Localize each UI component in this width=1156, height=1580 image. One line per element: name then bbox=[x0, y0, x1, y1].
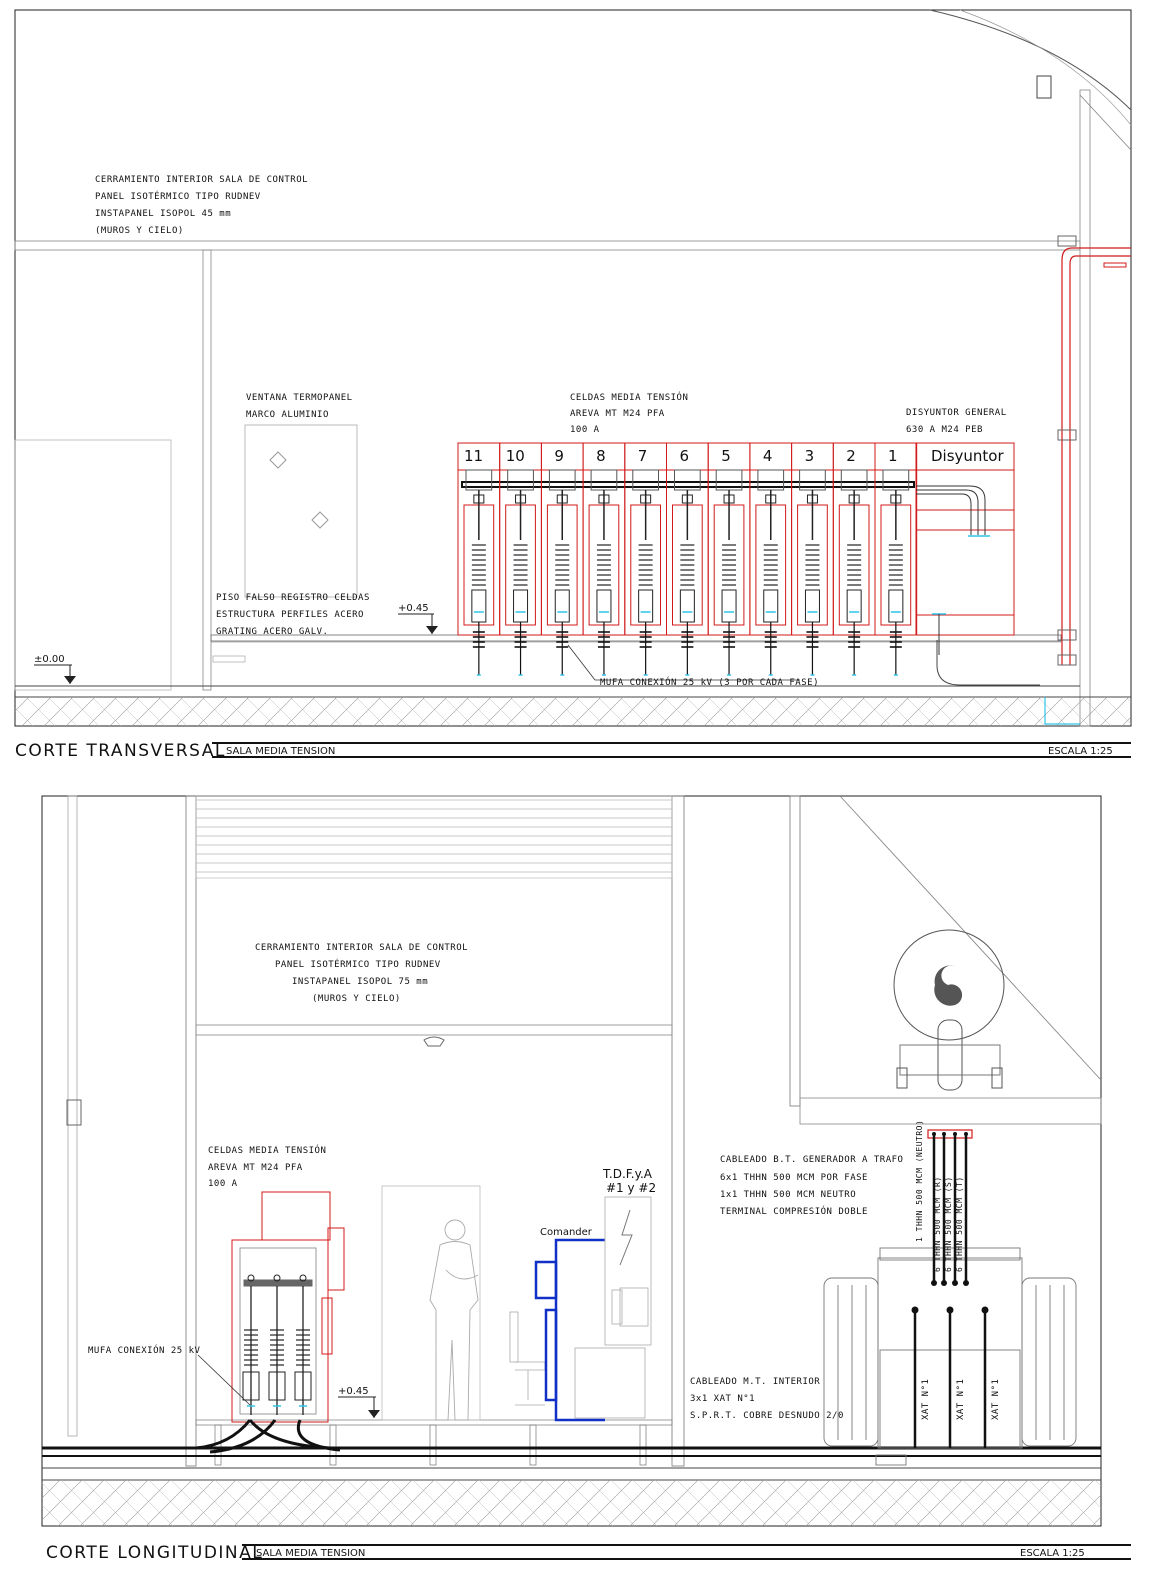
view-title-longitudinal: CORTE LONGITUDINAL bbox=[46, 1543, 264, 1563]
chair-and-desk bbox=[510, 1288, 648, 1418]
breaker-cell bbox=[916, 443, 1014, 655]
mv-cell-side bbox=[232, 1192, 344, 1422]
mv-cell bbox=[667, 443, 709, 675]
svg-text:T.D.F.y.A: T.D.F.y.A bbox=[603, 1167, 652, 1181]
title-bar-longitudinal bbox=[46, 1543, 1131, 1563]
mv-cell bbox=[583, 443, 625, 675]
svg-text:MARCO ALUMINIO: MARCO ALUMINIO bbox=[246, 410, 329, 420]
svg-text:+0.45: +0.45 bbox=[398, 603, 429, 614]
svg-text:CERRAMIENTO INTERIOR SALA DE C: CERRAMIENTO INTERIOR SALA DE CONTROL bbox=[95, 175, 309, 185]
svg-text:6 THHN 500 MCM (T): 6 THHN 500 MCM (T) bbox=[955, 1176, 964, 1272]
level-marker-floor bbox=[34, 654, 76, 684]
svg-text:MUFA CONEXIÓN 25 kV (3 POR CAD: MUFA CONEXIÓN 25 kV (3 POR CADA FASE) bbox=[600, 678, 819, 688]
level-marker-raised-longitudinal bbox=[338, 1386, 380, 1418]
svg-text:1 THHN 500 MCM (NEUTRO): 1 THHN 500 MCM (NEUTRO) bbox=[915, 1119, 924, 1242]
note-enclosure-longitudinal bbox=[255, 943, 468, 1004]
cell-number: 3 bbox=[804, 447, 815, 465]
xat-labels bbox=[921, 1379, 1001, 1420]
view-subtitle-longitudinal: SALA MEDIA TENSION bbox=[256, 1548, 366, 1559]
svg-text:MUFA CONEXIÓN 25 kV: MUFA CONEXIÓN 25 kV bbox=[88, 1346, 201, 1356]
svg-text:CABLEADO B.T. GENERADOR A TRAF: CABLEADO B.T. GENERADOR A TRAFO bbox=[720, 1155, 904, 1165]
svg-text:CABLEADO M.T. INTERIOR: CABLEADO M.T. INTERIOR bbox=[690, 1377, 821, 1387]
note-mufa-transversal bbox=[568, 645, 819, 688]
comander-panel bbox=[536, 1240, 605, 1420]
svg-text:AREVA MT M24 PFA: AREVA MT M24 PFA bbox=[208, 1163, 303, 1173]
person-figure bbox=[430, 1220, 478, 1420]
tdfya-label bbox=[602, 1167, 656, 1195]
cell-number: 9 bbox=[554, 447, 564, 465]
svg-text:PANEL ISOTÉRMICO TIPO RUDNEV: PANEL ISOTÉRMICO TIPO RUDNEV bbox=[95, 192, 261, 202]
cell-number: 10 bbox=[505, 447, 525, 465]
svg-text:CELDAS MEDIA TENSIÓN: CELDAS MEDIA TENSIÓN bbox=[570, 393, 689, 403]
svg-text:3x1 XAT N°1: 3x1 XAT N°1 bbox=[690, 1394, 756, 1404]
note-mufa-longitudinal bbox=[88, 1344, 250, 1405]
title-bar-transversal bbox=[15, 741, 1131, 761]
svg-text:TERMINAL COMPRESIÓN DOBLE: TERMINAL COMPRESIÓN DOBLE bbox=[720, 1207, 868, 1217]
svg-text:#1 y #2: #1 y #2 bbox=[606, 1181, 657, 1195]
svg-text:CELDAS MEDIA TENSIÓN: CELDAS MEDIA TENSIÓN bbox=[208, 1146, 327, 1156]
svg-text:630 A M24 PEB: 630 A M24 PEB bbox=[906, 425, 983, 435]
corte-transversal-view bbox=[15, 10, 1131, 726]
mv-cell bbox=[792, 443, 834, 675]
scale-transversal: ESCALA 1:25 bbox=[1048, 746, 1113, 757]
mv-cell bbox=[500, 443, 542, 675]
level-marker-raised-transversal bbox=[398, 603, 438, 634]
svg-text:6x1 THHN 500 MCM POR FASE: 6x1 THHN 500 MCM POR FASE bbox=[720, 1173, 868, 1183]
svg-text:XAT N°1: XAT N°1 bbox=[991, 1378, 1001, 1420]
svg-text:+0.45: +0.45 bbox=[338, 1386, 369, 1397]
generator-tank bbox=[894, 930, 1004, 1090]
svg-text:AREVA MT M24 PFA: AREVA MT M24 PFA bbox=[570, 409, 665, 419]
view-subtitle-transversal: SALA MEDIA TENSION bbox=[226, 746, 336, 757]
cell-number: 5 bbox=[721, 447, 731, 465]
corte-longitudinal-view bbox=[42, 796, 1101, 1526]
svg-text:VENTANA TERMOPANEL: VENTANA TERMOPANEL bbox=[246, 393, 353, 403]
window bbox=[245, 425, 357, 597]
svg-text:6 THHN 500 MCM (R): 6 THHN 500 MCM (R) bbox=[933, 1176, 942, 1272]
cell-number: 8 bbox=[596, 447, 606, 465]
svg-text:XAT N°1: XAT N°1 bbox=[956, 1378, 966, 1420]
note-window bbox=[246, 393, 353, 420]
comander-label: Comander bbox=[540, 1227, 592, 1238]
mv-cell bbox=[750, 443, 792, 675]
insulator bbox=[295, 1275, 311, 1415]
svg-text:±0.00: ±0.00 bbox=[34, 654, 65, 665]
svg-text:(MUROS Y CIELO): (MUROS Y CIELO) bbox=[312, 994, 401, 1004]
note-mt-cabling bbox=[690, 1377, 844, 1421]
mv-cells-row bbox=[458, 443, 917, 675]
note-cells-transversal bbox=[570, 391, 688, 435]
cell-number: 1 bbox=[888, 447, 898, 465]
cell-number: 2 bbox=[846, 447, 856, 465]
mv-side-insulators bbox=[243, 1275, 311, 1415]
svg-text:INSTAPANEL ISOPOL 45 mm: INSTAPANEL ISOPOL 45 mm bbox=[95, 209, 232, 219]
view-title-transversal: CORTE TRANSVERSAL bbox=[15, 741, 226, 761]
mv-cell bbox=[541, 443, 583, 675]
svg-text:(MUROS Y CIELO): (MUROS Y CIELO) bbox=[95, 226, 184, 236]
svg-text:100 A: 100 A bbox=[208, 1179, 238, 1189]
svg-text:GRATING ACERO GALV.: GRATING ACERO GALV. bbox=[216, 627, 329, 637]
note-raised-floor bbox=[216, 593, 370, 637]
mv-cell bbox=[875, 443, 917, 675]
mv-cell bbox=[708, 443, 750, 675]
svg-text:100 A: 100 A bbox=[570, 425, 600, 435]
cell-number: 4 bbox=[762, 447, 773, 465]
svg-text:PANEL ISOTÉRMICO TIPO RUDNEV: PANEL ISOTÉRMICO TIPO RUDNEV bbox=[275, 960, 441, 970]
cell-number: 6 bbox=[679, 447, 690, 465]
note-enclosure-transversal bbox=[95, 175, 308, 236]
svg-text:1x1 THHN 500 MCM NEUTRO: 1x1 THHN 500 MCM NEUTRO bbox=[720, 1190, 857, 1200]
note-bt-cabling bbox=[720, 1155, 903, 1217]
breaker-label: Disyuntor bbox=[931, 447, 1004, 465]
svg-text:XAT N°1: XAT N°1 bbox=[921, 1378, 931, 1420]
insulator bbox=[269, 1275, 285, 1415]
cell-number: 11 bbox=[464, 447, 484, 465]
svg-text:PISO FALSO REGISTRO CELDAS: PISO FALSO REGISTRO CELDAS bbox=[216, 593, 370, 603]
mv-cell bbox=[458, 443, 500, 675]
cell-number: 7 bbox=[637, 447, 648, 465]
insulator bbox=[243, 1275, 259, 1415]
note-breaker bbox=[906, 408, 1007, 435]
mv-cell bbox=[833, 443, 875, 675]
mv-cell bbox=[625, 443, 667, 675]
svg-text:INSTAPANEL ISOPOL 75 mm: INSTAPANEL ISOPOL 75 mm bbox=[292, 977, 429, 987]
svg-text:6 THHN 500 MCM (S): 6 THHN 500 MCM (S) bbox=[944, 1176, 953, 1272]
note-cells-longitudinal bbox=[208, 1144, 326, 1189]
svg-text:CERRAMIENTO INTERIOR SALA DE C: CERRAMIENTO INTERIOR SALA DE CONTROL bbox=[255, 943, 469, 953]
scale-longitudinal: ESCALA 1:25 bbox=[1020, 1548, 1085, 1559]
svg-text:DISYUNTOR GENERAL: DISYUNTOR GENERAL bbox=[906, 408, 1007, 418]
svg-text:ESTRUCTURA PERFILES ACERO: ESTRUCTURA PERFILES ACERO bbox=[216, 610, 364, 620]
svg-text:S.P.R.T. COBRE DESNUDO 2/0: S.P.R.T. COBRE DESNUDO 2/0 bbox=[690, 1411, 844, 1421]
